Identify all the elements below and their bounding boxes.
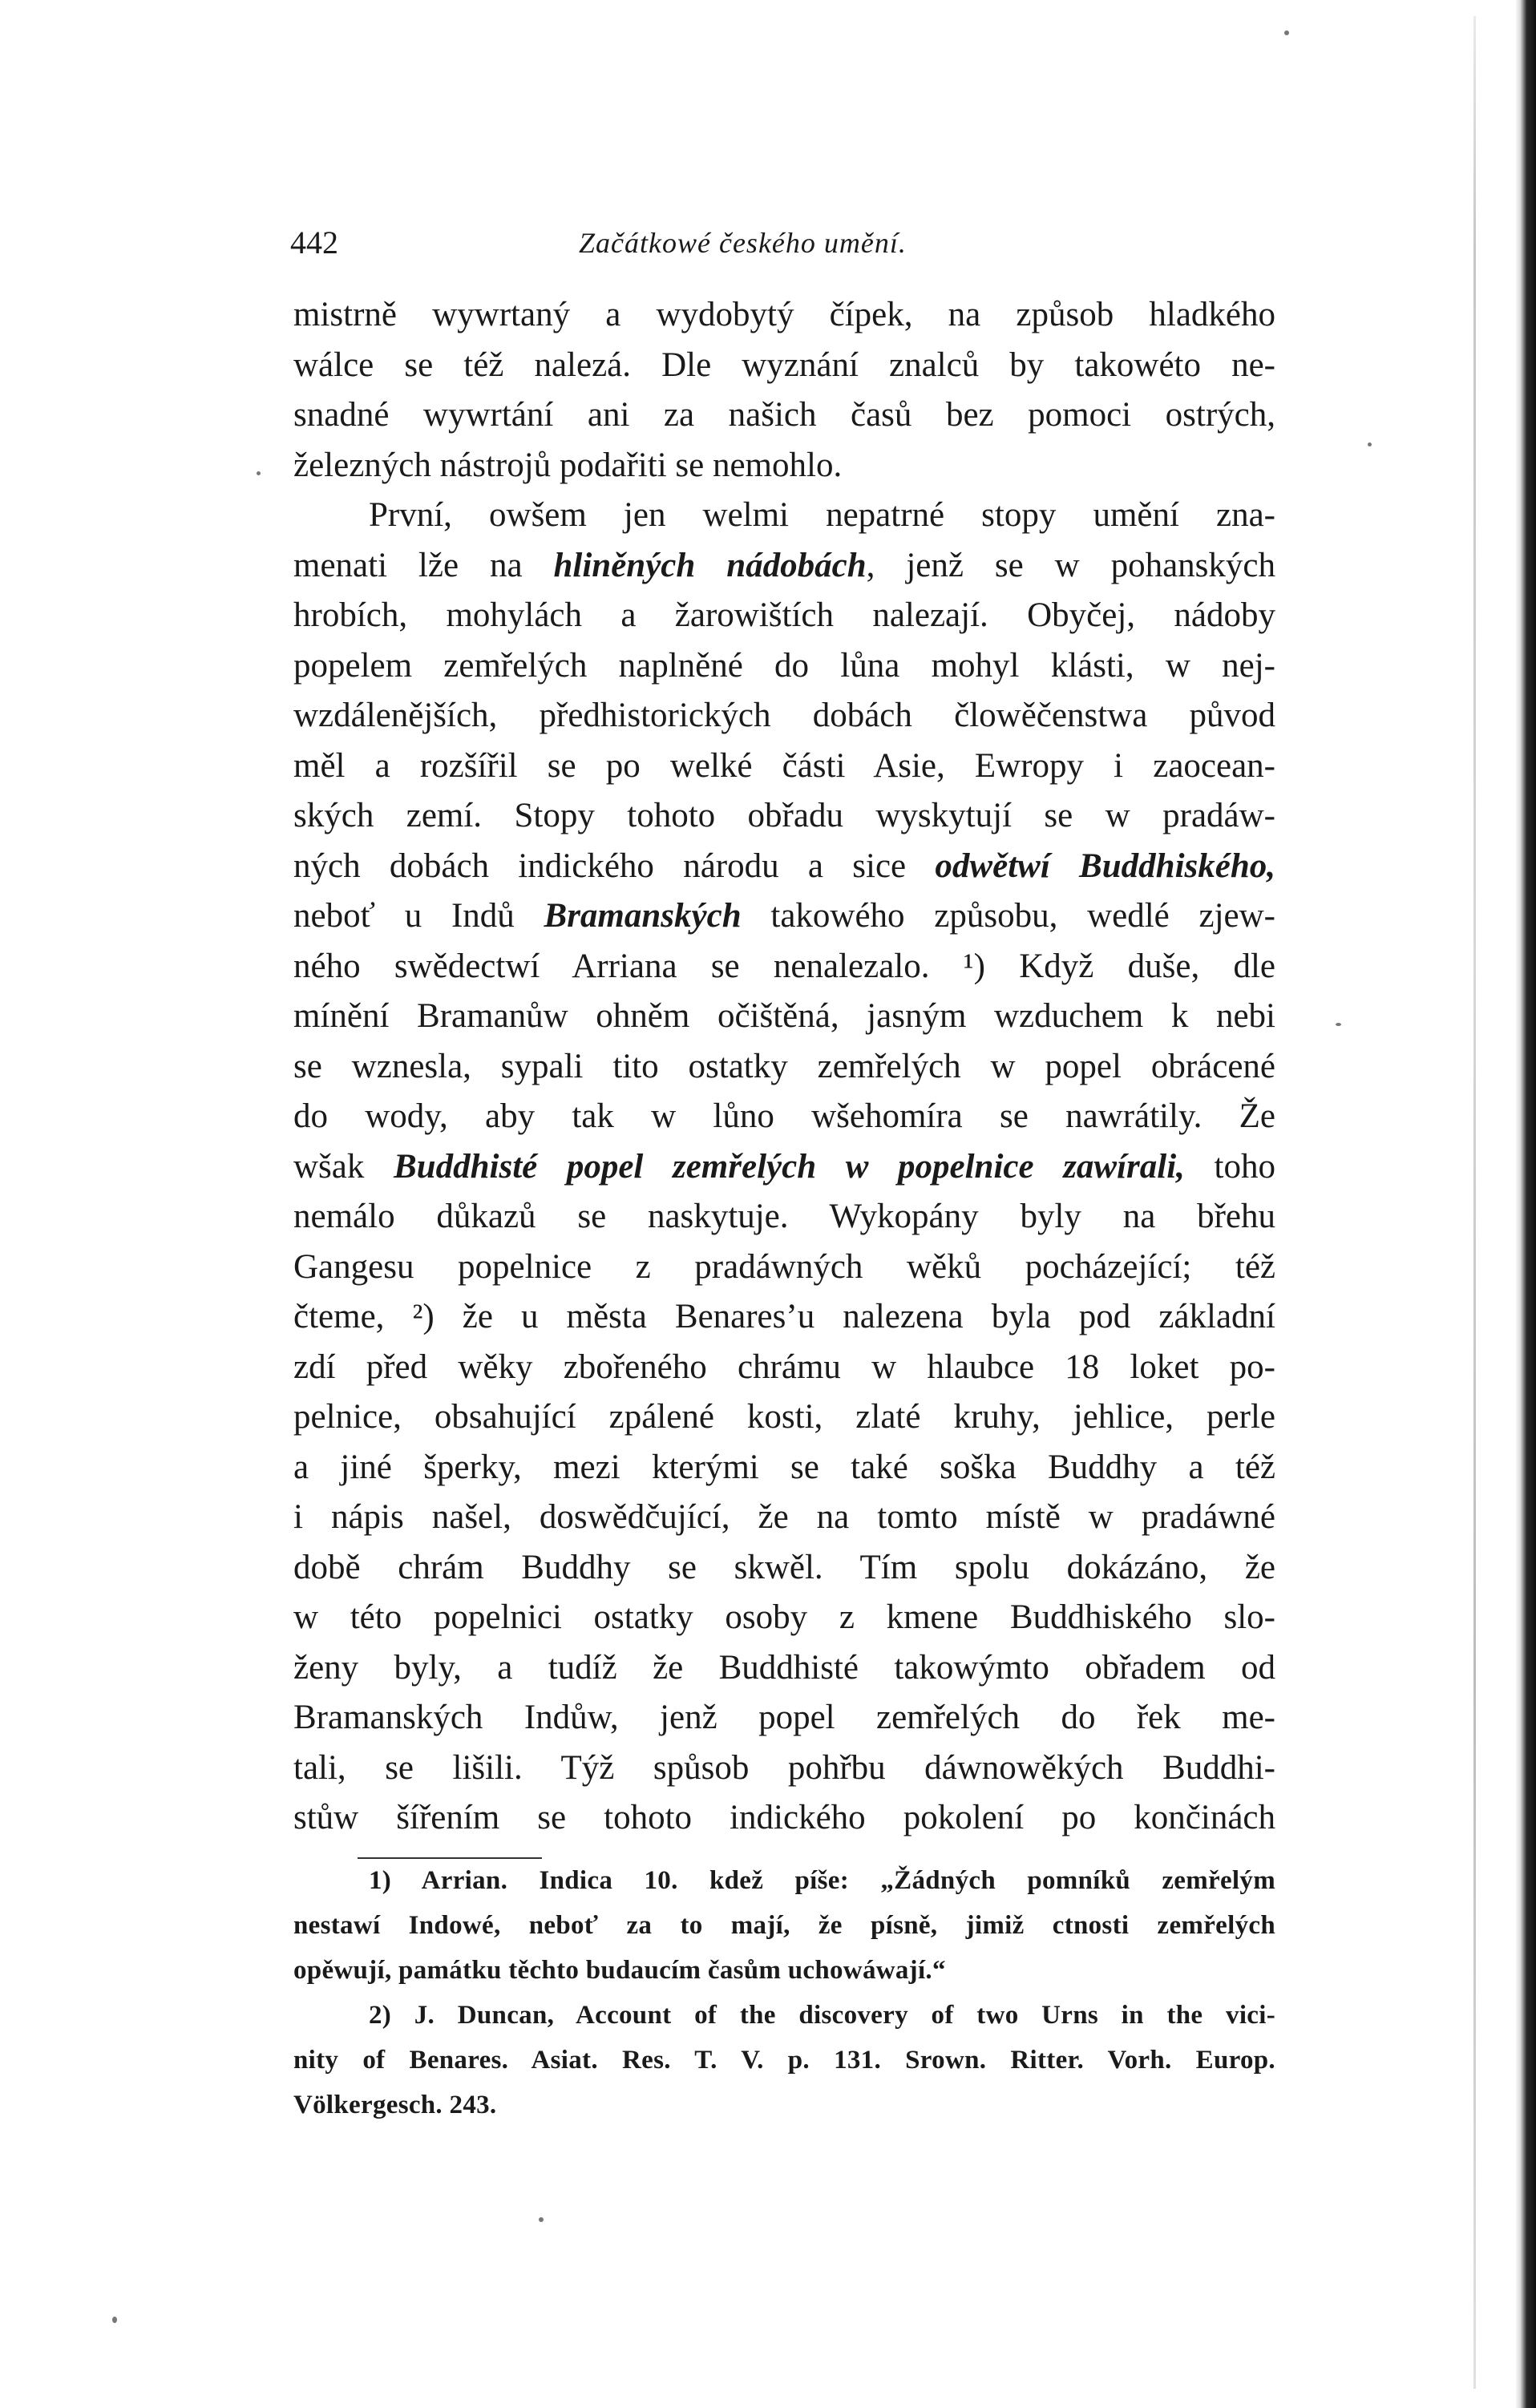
footnote-line: nestawí Indowé, neboť za to mají, že písně, jimiž ctnosti zemřelých bbox=[293, 1911, 1275, 1940]
footnote-line: Völkergesch. 243. bbox=[293, 2091, 497, 2119]
emphasis-odwetwi-buddhiskeho: odwětwí Buddhiského, bbox=[935, 846, 1275, 885]
text-line: železných nástrojů podařiti se nemohlo. bbox=[293, 446, 843, 484]
scan-speck bbox=[1336, 1023, 1341, 1026]
text-line: Bramanských Indůw, jenž popel zemřelých do řek me- bbox=[293, 1699, 1275, 1736]
text-run: menati lže na bbox=[293, 546, 554, 584]
footnote-line: opěwují, památku těchto budaucím časům uchowáwají.“ bbox=[293, 1956, 946, 1985]
text-line: nemálo důkazů se naskytuje. Wykopány byly na břehu bbox=[293, 1198, 1275, 1235]
emphasis-hlinenych-nadobach: hliněných nádobách bbox=[553, 546, 867, 584]
running-header bbox=[290, 223, 1292, 263]
page-edge-shadow bbox=[1515, 0, 1536, 2408]
text-line: čteme, ²) že u města Benares’u nalezena byla pod základní bbox=[293, 1298, 1275, 1335]
text-line: stůw šířením se tohoto indického pokolení po končinách bbox=[293, 1799, 1275, 1836]
text-line: wzdálenějších, předhistorických dobách člowěčenstwa původ bbox=[293, 697, 1275, 734]
page-fold-line bbox=[1473, 16, 1476, 2389]
text-line: době chrám Buddhy se skwěl. Tím spolu dokázáno, že bbox=[293, 1548, 1275, 1586]
scan-speck bbox=[539, 2217, 544, 2222]
scan-speck bbox=[1284, 30, 1289, 35]
text-line bbox=[293, 842, 1275, 892]
footnotes bbox=[293, 1858, 1275, 2127]
text-line: hrobích, mohylách a žarowištích nalezají. Obyčej, nádoby bbox=[293, 596, 1275, 634]
text-line: wálce se též nalezá. Dle wyznání znalců by takowéto ne- bbox=[293, 345, 1275, 384]
text-line: popelem zemřelých naplněné do lůna mohyl klásti, w nej- bbox=[293, 646, 1275, 685]
scan-speck bbox=[112, 2317, 117, 2323]
footnote-line: 2) J. Duncan, Account of the discovery of two Urns in the vici- bbox=[369, 2001, 1275, 2030]
text-run: ných dobách indického národu a sice bbox=[293, 846, 936, 885]
text-line: měl a rozšířil se po welké části Asie, Ewropy i zaocean- bbox=[293, 746, 1275, 785]
text-run: wšak bbox=[293, 1147, 394, 1186]
text-line: do wody, aby tak w lůno wšehomíra se nawrátily. Že bbox=[293, 1097, 1275, 1135]
scan-speck bbox=[257, 471, 261, 475]
text-line: ženy byly, a tudíž že Buddhisté takowýmto obřadem od bbox=[293, 1648, 1275, 1687]
emphasis-buddhiste-popel: Buddhisté popel zemřelých w popelnice zawírali, bbox=[394, 1147, 1185, 1186]
text-line: pelnice, obsahující zpálené kosti, zlaté kruhy, jehlice, perle bbox=[293, 1398, 1275, 1436]
footnote-line: 1) Arrian. Indica 10. kdež píše: „Žádných pomníků zemřelým bbox=[369, 1866, 1275, 1895]
scan-speck bbox=[1368, 442, 1372, 446]
text-run: takowého způsobu, wedlé zjew- bbox=[741, 897, 1275, 935]
footnote-line: nity of Benares. Asiat. Res. T. V. p. 131. Srown. Ritter. Vorh. Europ. bbox=[293, 2046, 1275, 2075]
text-line bbox=[293, 1142, 1275, 1193]
text-line: Gangesu popelnice z pradáwných wěků pocházející; též bbox=[293, 1247, 1275, 1286]
text-line bbox=[293, 541, 1275, 592]
text-line: w této popelnici ostatky osoby z kmene Buddhiského slo- bbox=[293, 1598, 1275, 1636]
text-run: toho bbox=[1184, 1147, 1275, 1186]
text-line: První, owšem jen welmi nepatrné stopy umění zna- bbox=[369, 496, 1275, 534]
text-line: snadné wywrtání ani za našich časů bez pomoci ostrých, bbox=[293, 396, 1275, 434]
text-line: a jiné šperky, mezi kterými se také soška Buddhy a též bbox=[293, 1448, 1275, 1486]
text-run: , jenž se w pohanských bbox=[866, 546, 1275, 584]
text-line: i nápis našel, doswědčující, že na tomto místě w pradáwné bbox=[293, 1498, 1275, 1536]
emphasis-bramanskych: Bramanských bbox=[544, 897, 742, 935]
text-line: ného swědectwí Arriana se nenalezalo. ¹) Když duše, dle bbox=[293, 947, 1275, 985]
text-line: zdí před wěky zbořeného chrámu w hlaubce 18 loket po- bbox=[293, 1347, 1275, 1386]
text-line: ských zemí. Stopy tohoto obřadu wyskytují se w pradáw- bbox=[293, 797, 1275, 834]
text-line: se wznesla, sypali tito ostatky zemřelých w popel obrácené bbox=[293, 1047, 1275, 1085]
text-line: mistrně wywrtaný a wydobytý čípek, na způsob hladkého bbox=[293, 296, 1275, 333]
text-run: neboť u Indů bbox=[293, 897, 544, 935]
running-title: Začátkowé českého umění. bbox=[579, 227, 907, 259]
page-number: 442 bbox=[290, 224, 338, 261]
text-line bbox=[293, 891, 1275, 942]
text-line: tali, se lišili. Týž spůsob pohřbu dáwnowěkých Buddhi- bbox=[293, 1748, 1275, 1787]
body-text bbox=[293, 290, 1275, 1844]
text-line: mínění Bramanůw ohněm očištěná, jasným wzduchem k nebi bbox=[293, 997, 1275, 1035]
